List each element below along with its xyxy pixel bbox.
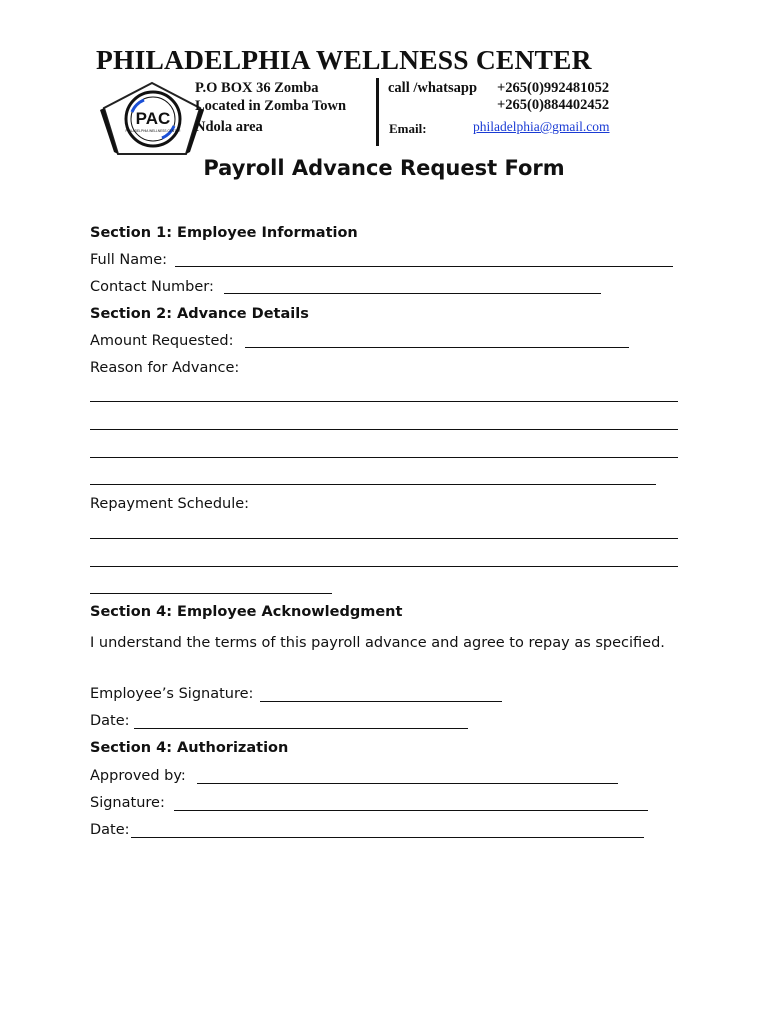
address-line-2: Located in Zomba Town bbox=[195, 98, 347, 114]
amount-requested-field[interactable] bbox=[245, 347, 629, 348]
authorization-heading: Section 4: Authorization bbox=[90, 740, 289, 756]
phone-1: +265(0)992481052 bbox=[497, 80, 610, 96]
email-label: Email: bbox=[389, 121, 427, 136]
repayment-line-1[interactable] bbox=[90, 538, 678, 539]
address-line-3: Ndola area bbox=[195, 119, 263, 135]
employee-date-label: Date: bbox=[90, 713, 130, 729]
reason-line-3[interactable] bbox=[90, 457, 678, 458]
repayment-label: Repayment Schedule: bbox=[90, 496, 250, 512]
authorization-date-field[interactable] bbox=[131, 837, 644, 838]
employee-signature-field[interactable] bbox=[260, 701, 502, 702]
center-logo bbox=[96, 80, 208, 160]
employee-date-field[interactable] bbox=[134, 728, 468, 729]
organization-name: PHILADELPHIA WELLNESS CENTER bbox=[96, 44, 592, 75]
address-line-1: P.O BOX 36 Zomba bbox=[195, 80, 319, 96]
full-name-field[interactable] bbox=[175, 266, 673, 267]
section-1-heading: Section 1: Employee Information bbox=[90, 225, 358, 241]
employee-signature-label: Employee’s Signature: bbox=[90, 686, 254, 702]
full-name-label: Full Name: bbox=[90, 252, 168, 268]
reason-line-4[interactable] bbox=[90, 484, 656, 485]
reason-label: Reason for Advance: bbox=[90, 360, 240, 376]
authorization-date-label: Date: bbox=[90, 822, 130, 838]
contact-number-field[interactable] bbox=[224, 293, 601, 294]
header-divider bbox=[376, 78, 379, 146]
contact-number-label: Contact Number: bbox=[90, 279, 214, 295]
logo-subtext: PHILADELPHIA WELLNESS CENTER bbox=[125, 129, 181, 133]
repayment-line-3[interactable] bbox=[90, 593, 332, 594]
section-2-heading: Section 2: Advance Details bbox=[90, 306, 309, 322]
phone-2: +265(0)884402452 bbox=[497, 97, 610, 113]
email-link[interactable]: philadelphia@gmail.com bbox=[473, 119, 610, 134]
authorizer-signature-field[interactable] bbox=[174, 810, 648, 811]
amount-requested-label: Amount Requested: bbox=[90, 333, 234, 349]
call-label: call /whatsapp bbox=[388, 80, 478, 96]
acknowledgment-statement: I understand the terms of this payroll advance and agree to repay as specified. bbox=[90, 635, 665, 651]
form-title: Payroll Advance Request Form bbox=[203, 156, 565, 180]
approved-by-field[interactable] bbox=[197, 783, 618, 784]
approved-by-label: Approved by: bbox=[90, 768, 186, 784]
acknowledgment-heading: Section 4: Employee Acknowledgment bbox=[90, 604, 403, 620]
logo-text: PAC bbox=[135, 109, 171, 128]
authorizer-signature-label: Signature: bbox=[90, 795, 165, 811]
repayment-line-2[interactable] bbox=[90, 566, 678, 567]
reason-line-2[interactable] bbox=[90, 429, 678, 430]
reason-line-1[interactable] bbox=[90, 401, 678, 402]
